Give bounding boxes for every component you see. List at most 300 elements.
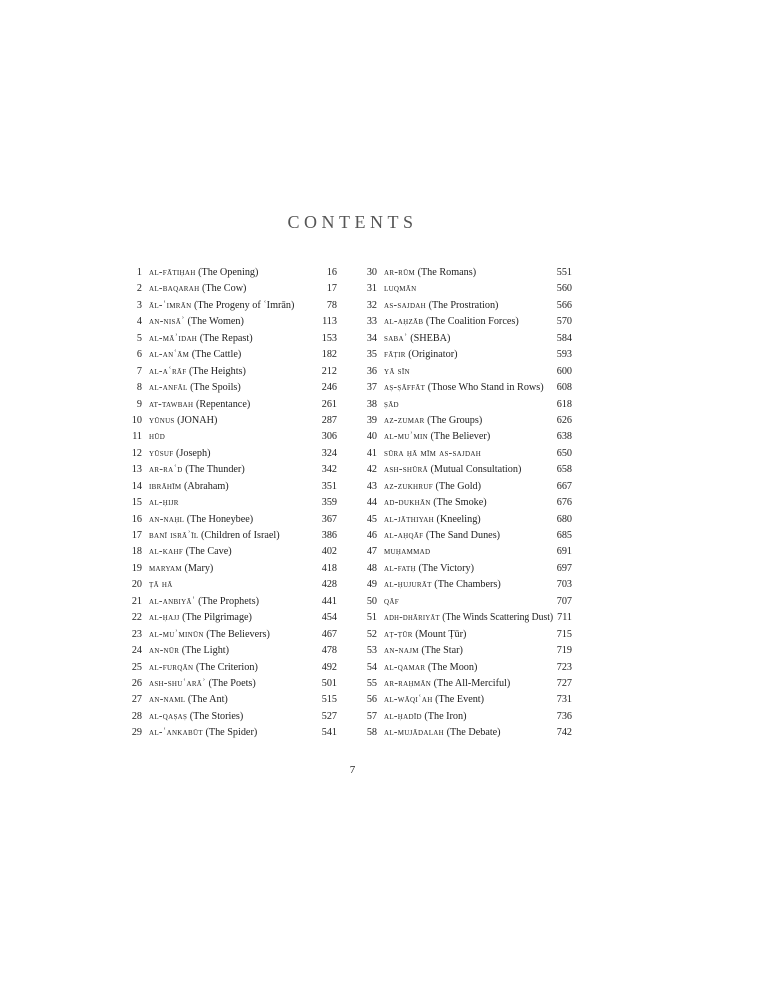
chapter-number: 55: [366, 677, 377, 689]
chapter-translation: (The Thunder): [185, 464, 245, 476]
chapter-page: 680: [556, 513, 572, 525]
chapter-number: 23: [131, 628, 142, 640]
chapter-translation: (Mutual Consultation): [430, 464, 522, 476]
chapter-page: 342: [321, 464, 337, 476]
chapter-translation: (The Gold): [435, 480, 482, 492]
chapter-page: 324: [321, 447, 337, 459]
chapter-title: [384, 479, 481, 495]
chapter-number: 1: [136, 267, 142, 278]
chapter-translation: (The Romans): [417, 267, 477, 278]
chapter-number: 34: [366, 332, 377, 344]
chapter-number: 17: [131, 530, 142, 541]
chapter-page: 676: [556, 497, 572, 509]
chapter-translation: (Repentance): [195, 398, 251, 410]
toc-entry: [357, 610, 572, 626]
chapter-translation: (JONAH): [177, 414, 218, 426]
chapter-number: 5: [136, 332, 142, 344]
chapter-name: al-baqarah: [149, 283, 200, 295]
chapter-translation: (The Victory): [418, 562, 474, 574]
chapter-translation: (Originator): [408, 349, 458, 361]
toc-entry: [357, 643, 572, 659]
chapter-page: 428: [321, 579, 337, 591]
chapter-number: 32: [366, 299, 377, 311]
chapter-translation: (The Debate): [446, 727, 501, 739]
chapter-page: 306: [321, 431, 337, 443]
chapter-name: sūra ḥā mīm as-sajdah: [384, 447, 482, 459]
toc-entry: [120, 561, 337, 577]
toc-entry: [120, 544, 337, 560]
toc-entry: [120, 528, 337, 544]
chapter-title: [384, 725, 501, 741]
chapter-title: [384, 643, 463, 659]
chapter-page: 527: [321, 710, 337, 722]
chapter-number: 38: [366, 398, 377, 410]
chapter-name: az-zumar: [384, 414, 425, 426]
toc-entry: [357, 676, 572, 692]
chapter-page: 667: [556, 480, 572, 492]
toc-entry: [357, 462, 572, 478]
toc-entry: [357, 692, 572, 708]
chapter-name: ibrāhīm: [149, 480, 182, 492]
toc-right-column: [357, 265, 572, 742]
chapter-title: [149, 413, 217, 429]
chapter-number: 6: [136, 349, 142, 361]
chapter-page: 16: [326, 267, 337, 278]
chapter-title: [149, 643, 229, 659]
chapter-page: 182: [321, 349, 337, 361]
chapter-name: al-aḥzāb: [384, 316, 424, 328]
chapter-translation: (The Stories): [189, 710, 244, 722]
chapter-number: 45: [366, 513, 377, 525]
chapter-title: [149, 331, 253, 347]
chapter-title: [384, 660, 477, 676]
chapter-page: 703: [556, 579, 572, 591]
chapter-title: [384, 594, 399, 610]
chapter-number: 33: [366, 316, 377, 328]
chapter-name: at-tawbah: [149, 398, 194, 410]
chapter-name: aṣ-ṣāffāt: [384, 382, 426, 394]
chapter-number: 19: [131, 562, 142, 574]
chapter-title: [149, 479, 229, 495]
chapter-translation: (The Pilgrimage): [182, 612, 252, 624]
chapter-page: 441: [321, 595, 337, 607]
chapter-page: 715: [556, 628, 572, 640]
chapter-title: [384, 627, 466, 643]
chapter-number: 14: [131, 480, 142, 492]
chapter-name: ṣād: [384, 398, 399, 410]
toc-entry: [120, 512, 337, 528]
chapter-translation: (The Event): [435, 694, 485, 706]
toc-entry: [357, 594, 572, 610]
chapter-page: 17: [326, 283, 337, 295]
chapter-page: 593: [556, 349, 572, 361]
chapter-number: 58: [366, 727, 377, 739]
chapter-name: al-muʾminūn: [149, 628, 204, 640]
chapter-name: al-anʿām: [149, 349, 190, 361]
toc-entry: [357, 380, 572, 396]
chapter-name: ar-raḥmān: [384, 677, 432, 689]
chapter-page: 418: [321, 562, 337, 574]
chapter-name: al-fātiḥah: [149, 267, 196, 278]
chapter-name: al-ḥadīd: [384, 710, 422, 722]
chapter-page: 719: [556, 645, 572, 657]
chapter-page: 736: [556, 710, 572, 722]
chapter-name: maryam: [149, 562, 182, 574]
toc-entry: [120, 446, 337, 462]
chapter-name: an-naml: [149, 694, 186, 706]
chapter-name: al-māʾidah: [149, 332, 198, 344]
chapter-page: 626: [556, 414, 572, 426]
chapter-number: 29: [131, 727, 142, 739]
chapter-name: aṭ-ṭūr: [384, 628, 413, 640]
chapter-page: 246: [321, 382, 337, 394]
chapter-title: [149, 725, 257, 741]
chapter-number: 36: [366, 365, 377, 377]
toc-entry: [120, 660, 337, 676]
chapter-title: [384, 380, 544, 396]
chapter-title: [384, 692, 484, 708]
toc-entry: [120, 298, 337, 314]
toc-entry: [357, 429, 572, 445]
chapter-translation: (The Star): [421, 645, 463, 657]
toc-entry: [120, 314, 337, 330]
chapter-name: an-nisāʾ: [149, 316, 185, 328]
chapter-title: [149, 495, 179, 511]
chapter-name: an-najm: [384, 645, 419, 657]
chapter-page: 723: [556, 661, 572, 673]
chapter-page: 618: [556, 398, 572, 410]
chapter-title: [149, 364, 246, 380]
chapter-translation: (Children of Israel): [201, 530, 280, 541]
toc-entry: [120, 643, 337, 659]
chapter-name: ad-dukhān: [384, 497, 431, 509]
chapter-name: al-qaṣaṣ: [149, 710, 188, 722]
chapter-number: 24: [131, 645, 142, 657]
chapter-page: 386: [321, 530, 337, 541]
chapter-page: 691: [556, 546, 572, 558]
chapter-translation: (SHEBA): [410, 332, 451, 344]
chapter-title: [384, 495, 487, 511]
toc-entry: [120, 413, 337, 429]
chapter-number: 35: [366, 349, 377, 361]
chapter-page: 727: [556, 677, 572, 689]
chapter-name: al-fatḥ: [384, 562, 416, 574]
toc-entry: [357, 495, 572, 511]
chapter-title: [149, 594, 259, 610]
chapter-number: 54: [366, 661, 377, 673]
chapter-translation: (The Cave): [185, 546, 232, 558]
toc-entry: [120, 462, 337, 478]
chapter-number: 30: [366, 267, 377, 278]
toc-entry: [357, 561, 572, 577]
chapter-page: 650: [556, 447, 572, 459]
chapter-title: [149, 544, 232, 560]
chapter-translation: (Joseph): [176, 447, 211, 459]
chapter-number: 42: [366, 464, 377, 476]
chapter-title: [149, 397, 250, 413]
chapter-translation: (The Repast): [199, 332, 253, 344]
chapter-title: [384, 331, 450, 347]
chapter-translation: (The Chambers): [434, 579, 501, 591]
chapter-number: 21: [131, 595, 142, 607]
chapter-number: 43: [366, 480, 377, 492]
chapter-number: 52: [366, 628, 377, 640]
toc-entry: [357, 331, 572, 347]
chapter-title: [384, 577, 501, 593]
toc-entry: [120, 429, 337, 445]
chapter-title: [384, 397, 399, 413]
chapter-page: 658: [556, 464, 572, 476]
chapter-number: 13: [131, 464, 142, 476]
chapter-name: yūsuf: [149, 447, 174, 459]
toc-entry: [120, 364, 337, 380]
chapter-translation: (The Prophets): [198, 595, 259, 607]
chapter-translation: (The Honeybee): [186, 513, 254, 525]
chapter-name: al-muʾmin: [384, 431, 428, 443]
chapter-number: 18: [131, 546, 142, 558]
chapter-name: yā sīn: [384, 365, 410, 377]
chapter-title: [384, 265, 476, 281]
chapter-title: [149, 610, 252, 626]
chapter-number: 27: [131, 694, 142, 706]
chapter-name: luqmān: [384, 283, 417, 295]
chapter-translation: (The Spoils): [190, 382, 241, 394]
chapter-page: 685: [556, 530, 572, 541]
toc-entry: [120, 610, 337, 626]
toc-entry: [120, 347, 337, 363]
chapter-name: hūd: [149, 431, 166, 443]
chapter-number: 46: [366, 530, 377, 541]
toc-entry: [357, 544, 572, 560]
chapter-page: 501: [321, 677, 337, 689]
chapter-number: 50: [366, 595, 377, 607]
page-title: CONTENTS: [287, 212, 418, 232]
chapter-title: [384, 709, 467, 725]
chapter-number: 47: [366, 546, 377, 558]
chapter-name: az-zukhruf: [384, 480, 433, 492]
chapter-title: [384, 676, 510, 692]
chapter-number: 57: [366, 710, 377, 722]
toc-entry: [357, 709, 572, 725]
chapter-number: 11: [132, 431, 142, 443]
chapter-name: muḥammad: [384, 546, 431, 558]
chapter-name: ar-raʿd: [149, 464, 183, 476]
chapter-name: al-ḥajj: [149, 612, 180, 624]
chapter-page: 731: [556, 694, 572, 706]
chapter-title: [149, 627, 270, 643]
chapter-name: al-jāthiyah: [384, 513, 434, 525]
chapter-title: [384, 544, 430, 560]
chapter-page: 515: [321, 694, 337, 706]
chapter-translation: (The Cattle): [191, 349, 242, 361]
chapter-title: [384, 462, 521, 478]
chapter-translation: (The Prostration): [428, 299, 499, 311]
chapter-name: fāṭir: [384, 349, 406, 361]
chapter-page: 492: [321, 661, 337, 673]
chapter-name: ar-rūm: [384, 267, 416, 278]
chapter-name: qāf: [384, 595, 399, 607]
toc-entry: [357, 314, 572, 330]
toc-entry: [120, 676, 337, 692]
toc-entry: [357, 347, 572, 363]
chapter-name: adh-dhāriyāt: [384, 612, 440, 624]
chapter-title: [384, 446, 481, 462]
chapter-page: 402: [321, 546, 337, 558]
chapter-number: 3: [136, 299, 142, 311]
toc-entry: [357, 660, 572, 676]
chapter-translation: (The Winds Scattering Dust): [442, 612, 554, 624]
toc-entry: [120, 725, 337, 741]
chapter-title: [149, 347, 241, 363]
chapter-title: [149, 462, 245, 478]
chapter-page: 551: [556, 267, 572, 278]
chapter-translation: (The Opening): [198, 267, 259, 278]
toc-entry: [357, 725, 572, 741]
chapter-number: 8: [136, 382, 142, 394]
chapter-title: [149, 709, 243, 725]
chapter-name: al-ʿankabūt: [149, 727, 203, 739]
chapter-name: al-qamar: [384, 661, 426, 673]
chapter-page: 467: [321, 628, 337, 640]
chapter-number: 22: [131, 612, 142, 624]
toc-entry: [357, 413, 572, 429]
chapter-title: [384, 429, 490, 445]
chapter-name: al-aʿrāf: [149, 365, 187, 377]
chapter-translation: (Those Who Stand in Rows): [427, 382, 544, 394]
chapter-page: 638: [556, 431, 572, 443]
chapter-translation: (The Coalition Forces): [425, 316, 519, 328]
toc-entry: [120, 627, 337, 643]
chapter-title: [149, 676, 256, 692]
chapter-translation: (Abraham): [183, 480, 229, 492]
chapter-translation: (The Poets): [208, 677, 256, 689]
page-number: 7: [349, 764, 356, 776]
chapter-number: 41: [366, 447, 377, 459]
toc-entry: [120, 577, 337, 593]
toc-entry: [120, 594, 337, 610]
toc-entry: [120, 692, 337, 708]
chapter-name: an-naḥl: [149, 513, 185, 525]
chapter-number: 44: [366, 497, 377, 509]
chapter-translation: (The Smoke): [433, 497, 487, 509]
chapter-title: [149, 528, 280, 544]
chapter-page: 351: [321, 480, 337, 492]
chapter-title: [384, 298, 498, 314]
toc-entry: [357, 528, 572, 544]
chapter-title: [384, 413, 482, 429]
chapter-name: ṭā hā: [149, 579, 173, 591]
chapter-page: 287: [321, 414, 337, 426]
chapter-translation: (The Groups): [427, 414, 483, 426]
chapter-page: 697: [556, 562, 572, 574]
chapter-title: [384, 610, 553, 626]
chapter-page: 566: [556, 299, 572, 311]
toc-entry: [357, 397, 572, 413]
chapter-title: [384, 528, 500, 544]
chapter-number: 51: [366, 612, 377, 624]
chapter-title: [384, 314, 519, 330]
chapter-name: sabaʾ: [384, 332, 408, 344]
chapter-name: ash-shūrā: [384, 464, 428, 476]
chapter-number: 4: [136, 316, 142, 328]
chapter-title: [149, 577, 173, 593]
chapter-page: 707: [556, 595, 572, 607]
toc-entry: [120, 265, 337, 281]
chapter-title: [149, 380, 241, 396]
chapter-page: 570: [556, 316, 572, 328]
chapter-number: 9: [136, 398, 142, 410]
chapter-page: 541: [321, 727, 337, 739]
chapter-name: al-ḥijr: [149, 497, 179, 509]
chapter-number: 7: [136, 365, 142, 377]
chapter-page: 454: [321, 612, 337, 624]
toc-entry: [357, 577, 572, 593]
chapter-name: āl-ʿimrān: [149, 299, 192, 311]
chapter-title: [384, 281, 417, 297]
chapter-page: 367: [321, 513, 337, 525]
chapter-name: al-wāqiʿah: [384, 694, 433, 706]
toc-entry: [357, 298, 572, 314]
chapter-page: 560: [556, 283, 572, 295]
chapter-translation: (The Believers): [206, 628, 270, 640]
chapter-title: [149, 265, 258, 281]
chapter-number: 20: [131, 579, 142, 591]
chapter-page: 584: [556, 332, 572, 344]
chapter-name: ash-shuʿarāʾ: [149, 677, 206, 689]
chapter-name: al-mujādalah: [384, 727, 445, 739]
chapter-translation: (The Ant): [187, 694, 228, 706]
chapter-translation: (The Believer): [430, 431, 491, 443]
chapter-name: al-aḥqāf: [384, 530, 424, 541]
toc-entry: [120, 281, 337, 297]
chapter-title: [149, 512, 253, 528]
chapter-translation: (The Progeny of ʿImrān): [193, 299, 295, 311]
chapter-number: 16: [131, 513, 142, 525]
chapter-number: 53: [366, 645, 377, 657]
chapter-page: 711: [557, 612, 572, 624]
chapter-number: 26: [131, 677, 142, 689]
toc-entry: [357, 479, 572, 495]
chapter-number: 37: [366, 382, 377, 394]
chapter-title: [149, 446, 211, 462]
toc-entry: [120, 709, 337, 725]
chapter-translation: (The Light): [181, 645, 230, 657]
chapter-translation: (The Women): [187, 316, 244, 328]
chapter-number: 56: [366, 694, 377, 706]
chapter-title: [149, 429, 165, 445]
chapter-translation: (Kneeling): [436, 513, 481, 525]
chapter-title: [149, 314, 244, 330]
chapter-translation: (The Heights): [189, 365, 246, 377]
chapter-number: 48: [366, 562, 377, 574]
chapter-number: 15: [131, 497, 142, 509]
toc-entry: [357, 627, 572, 643]
chapter-page: 359: [321, 497, 337, 509]
chapter-name: as-sajdah: [384, 299, 427, 311]
chapter-page: 261: [321, 398, 337, 410]
chapter-translation: (The Sand Dunes): [425, 530, 501, 541]
chapter-page: 78: [326, 299, 337, 311]
chapter-page: 212: [321, 365, 337, 377]
chapter-name: al-anfāl: [149, 382, 188, 394]
chapter-title: [149, 298, 294, 314]
chapter-title: [384, 561, 474, 577]
chapter-translation: (Mary): [184, 562, 214, 574]
toc-left-column: [120, 265, 337, 742]
chapter-number: 28: [131, 710, 142, 722]
chapter-name: yūnus: [149, 414, 175, 426]
chapter-number: 40: [366, 431, 377, 443]
